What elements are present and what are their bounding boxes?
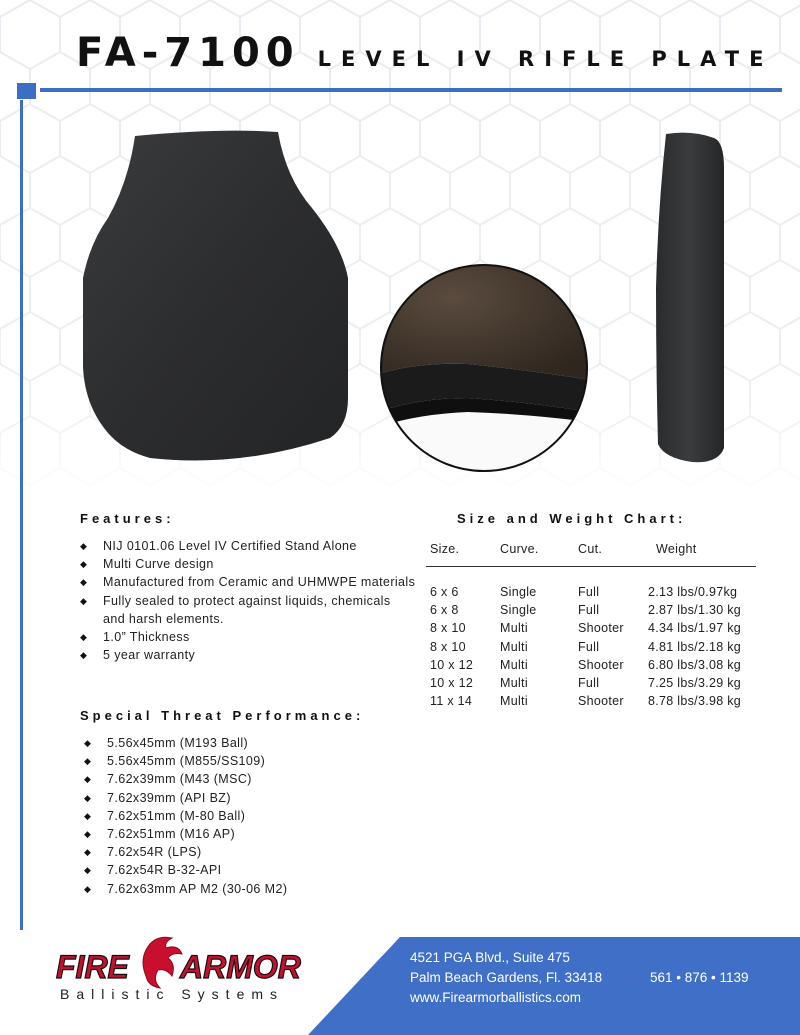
plate-edge-closeup-image — [378, 262, 590, 474]
diamond-bullet-icon: ◆ — [84, 792, 92, 803]
column-header: Size. — [426, 540, 496, 567]
list-item: ◆ 7.62x39mm (API BZ) — [84, 789, 404, 807]
list-item: ◆ 7.62x54R (LPS) — [84, 843, 404, 861]
threats-heading: Special Threat Performance: — [80, 708, 365, 723]
list-item: ◆ 7.62x51mm (M16 AP) — [84, 825, 404, 843]
table-row: 10 x 12 Multi Full 7.25 lbs/3.29 kg — [430, 676, 742, 691]
list-item: ◆ 7.62x63mm AP M2 (30-06 M2) — [84, 880, 404, 898]
plate-side-image — [652, 128, 732, 466]
diamond-bullet-icon: ◆ — [80, 650, 88, 661]
table-row: 8 x 10 Multi Shooter 4.34 lbs/1.97 kg — [430, 621, 742, 636]
logo-tagline: Ballistic Systems — [60, 986, 285, 1002]
product-subtitle: LEVEL IV RIFLE PLATE — [317, 47, 774, 71]
address-line-2: Palm Beach Gardens, Fl. 33418 — [410, 970, 603, 985]
diamond-bullet-icon: ◆ — [84, 883, 92, 894]
diamond-bullet-icon: ◆ — [80, 559, 88, 570]
list-item: ◆ 1.0” Thickness — [80, 628, 420, 646]
page-title — [76, 30, 773, 76]
column-header: Weight — [644, 540, 756, 567]
diamond-bullet-icon: ◆ — [84, 756, 92, 767]
diamond-bullet-icon: ◆ — [84, 829, 92, 840]
logo-word-armor: ARMOR — [180, 949, 301, 985]
diamond-bullet-icon: ◆ — [80, 541, 88, 551]
list-item: ◆ Manufactured from Ceramic and UHMWPE materials — [80, 573, 420, 591]
features-list — [80, 537, 420, 664]
column-header: Cut. — [574, 540, 644, 567]
list-item: ◆ Multi Curve design — [80, 555, 420, 573]
logo-word-fire: FIRE — [56, 949, 129, 985]
diamond-bullet-icon: ◆ — [80, 632, 88, 643]
threats-list — [84, 734, 404, 898]
plate-front-image — [80, 128, 365, 463]
size-chart-heading: Size and Weight Chart: — [457, 511, 687, 526]
title-rule — [40, 88, 782, 92]
diamond-bullet-icon: ◆ — [80, 595, 88, 606]
table-row: 6 x 6 Single Full 2.13 lbs/0.97kg — [430, 585, 738, 600]
diamond-bullet-icon: ◆ — [84, 810, 92, 821]
column-header: Curve. — [496, 540, 574, 567]
diamond-bullet-icon: ◆ — [84, 847, 92, 858]
footer-address — [410, 948, 602, 1008]
table-row: 10 x 12 Multi Shooter 6.80 lbs/3.08 kg — [430, 657, 742, 672]
diamond-bullet-icon: ◆ — [84, 774, 92, 785]
footer-phone: 561 • 876 • 1139 — [650, 970, 749, 985]
features-heading: Features: — [80, 511, 175, 526]
address-line-1: 4521 PGA Blvd., Suite 475 — [410, 950, 570, 965]
list-item-continuation: and harsh elements. — [103, 611, 224, 626]
diamond-bullet-icon: ◆ — [84, 865, 92, 876]
list-item: ◆ Fully sealed to protect against liquids, chemicals — [80, 592, 420, 610]
list-item: ◆ 5.56x45mm (M193 Ball) — [84, 734, 404, 752]
accent-square — [17, 83, 36, 99]
list-item: ◆ NIJ 0101.06 Level IV Certified Stand Alone — [80, 537, 420, 555]
list-item: ◆ 5 year warranty — [80, 646, 420, 664]
table-row: 6 x 8 Single Full 2.87 lbs/1.30 kg — [430, 603, 742, 618]
size-weight-table — [426, 540, 756, 710]
table-row: 11 x 14 Multi Shooter 8.78 lbs/3.98 kg — [430, 694, 742, 709]
table-row: 8 x 10 Multi Full 4.81 lbs/2.18 kg — [430, 639, 742, 654]
diamond-bullet-icon: ◆ — [84, 738, 92, 748]
list-item: ◆ 7.62x54R B-32-API — [84, 861, 404, 879]
diamond-bullet-icon: ◆ — [80, 577, 88, 588]
list-item: ◆ 5.56x45mm (M855/SS109) — [84, 752, 404, 770]
left-rule — [20, 100, 23, 930]
product-model: FA-7100 — [76, 30, 300, 76]
list-item: ◆ 7.62x39mm (M43 (MSC) — [84, 770, 404, 788]
list-item: ◆ 7.62x51mm (M-80 Ball) — [84, 807, 404, 825]
table-header-row — [426, 540, 756, 567]
website-link[interactable]: www.Firearmorballistics.com — [410, 990, 582, 1005]
